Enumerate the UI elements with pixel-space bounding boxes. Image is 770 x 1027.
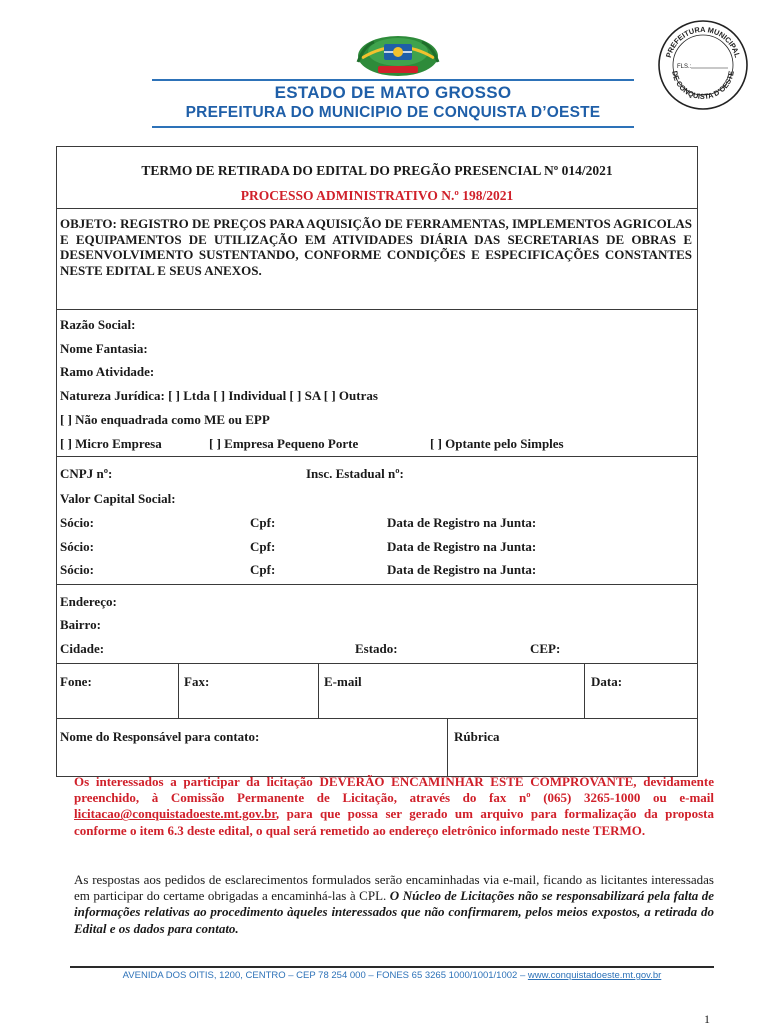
municipal-crest-logo	[352, 26, 444, 82]
rubrica-label[interactable]: Rúbrica	[454, 729, 500, 744]
razao-social-label[interactable]: Razão Social:	[60, 317, 136, 332]
junta-label[interactable]: Data de Registro na Junta:	[387, 539, 537, 554]
row-divider	[56, 584, 698, 585]
capital-social-label[interactable]: Valor Capital Social:	[60, 491, 176, 506]
header-rule-bottom	[152, 126, 634, 128]
footer-address-text: AVENIDA DOS OITIS, 1200, CENTRO – CEP 78 254 000 – FONES 65 3265 1000/1001/1002 –	[122, 970, 528, 981]
fone-label[interactable]: Fone:	[60, 674, 92, 689]
responsavel-label[interactable]: Nome do Responsável para contato:	[60, 729, 260, 744]
email-label[interactable]: E-mail	[324, 674, 362, 689]
cpf-label[interactable]: Cpf:	[250, 562, 276, 577]
cpf-label[interactable]: Cpf:	[250, 515, 276, 530]
fax-label[interactable]: Fax:	[184, 674, 210, 689]
stamp-bottom-text: DE CONQUISTA D’OESTE	[670, 70, 736, 102]
cep-label[interactable]: CEP:	[530, 641, 561, 656]
cnpj-label[interactable]: CNPJ nº:	[60, 466, 113, 481]
optante-simples-option[interactable]: [ ] Optante pelo Simples	[430, 436, 564, 451]
svg-text:DE CONQUISTA D’OESTE	[670, 70, 736, 101]
footer-website-link[interactable]: www.conquistadoeste.mt.gov.br	[527, 970, 662, 981]
col-divider	[178, 663, 179, 719]
stamp-field-label: FLS.:	[677, 64, 692, 70]
estado-label[interactable]: Estado:	[355, 641, 398, 656]
instructions-notice	[74, 774, 714, 839]
cpf-label[interactable]: Cpf:	[250, 539, 276, 554]
junta-label[interactable]: Data de Registro na Junta:	[387, 562, 537, 577]
info-text: As respostas aos pedidos de esclarecimentos formulados serão encaminhadas via e-mail, ficando as licitantes interessadas em participar do certame obrigadas a encaminhá-las à CPL.	[74, 872, 714, 904]
socio-label[interactable]: Sócio:	[60, 562, 94, 577]
page-number: 1	[704, 1012, 710, 1026]
socio-label[interactable]: Sócio:	[60, 539, 94, 554]
email-link[interactable]: licitacao@conquistadoeste.mt.gov.br	[74, 806, 276, 822]
state-title: ESTADO DE MATO GROSSO	[274, 83, 512, 102]
nao-enquadrada-option[interactable]: [ ] Não enquadrada como ME ou EPP	[60, 412, 270, 427]
pequeno-porte-option[interactable]: [ ] Empresa Pequeno Porte	[209, 436, 359, 451]
footer-address	[70, 970, 714, 981]
junta-label[interactable]: Data de Registro na Junta:	[387, 515, 537, 530]
clarification-info	[74, 872, 714, 937]
col-divider	[584, 663, 585, 719]
natureza-juridica-options[interactable]: Natureza Jurídica: [ ] Ltda [ ] Individual [ ] SA [ ] Outras	[60, 388, 378, 403]
notice-text: Os interessados a participar da licitação DEVERÃO ENCAMINHAR ESTE COMPROVANTE, devidamente preenchido, à Comissão Permanente de Licitação, através do fax nº (065) 3265-1000 ou e-mail	[74, 774, 714, 806]
stamp-top-text: PREFEITURA MUNICIPAL	[663, 24, 743, 59]
process-number: PROCESSO ADMINISTRATIVO N.º 198/2021	[240, 188, 514, 203]
socio-label[interactable]: Sócio:	[60, 515, 94, 530]
row-divider	[56, 309, 698, 310]
row-divider	[56, 456, 698, 457]
cidade-label[interactable]: Cidade:	[60, 641, 105, 656]
col-divider	[447, 718, 448, 776]
row-divider	[56, 208, 698, 209]
page-stamp	[656, 18, 750, 112]
micro-empresa-option[interactable]: [ ] Micro Empresa	[60, 436, 162, 451]
document-title: TERMO DE RETIRADA DO EDITAL DO PREGÃO PRESENCIAL Nº 014/2021	[141, 163, 613, 178]
nome-fantasia-label[interactable]: Nome Fantasia:	[60, 341, 148, 356]
notice-text-continued: , para que possa ser gerado um arquivo para formalização da proposta conforme o item 6.3 deste edital, o qual será remetido ao endereço eletrônico informado neste TERMO.	[74, 806, 714, 838]
row-divider	[56, 663, 698, 664]
header-rule-top	[152, 79, 634, 81]
municipality-title: PREFEITURA DO MUNICIPIO DE CONQUISTA D’OESTE	[185, 104, 601, 121]
footer-rule	[70, 966, 714, 968]
data-label[interactable]: Data:	[591, 674, 623, 689]
objeto-text: OBJETO: REGISTRO DE PREÇOS PARA AQUISIÇÃO DE FERRAMENTAS, IMPLEMENTOS AGRICOLAS E EQUIPAMENTOS DE UTILIZAÇÃO EM ATIVIDADES DIÁRIA DAS SECRETARIAS DE OBRAS E DESENVOLVIMENTO SUSTENTANDO, CONFORME CONDIÇÕES E ESPECIFICAÇÕES CONSTANTES NESTE EDITAL E SEUS ANEXOS.	[60, 216, 692, 278]
insc-estadual-label[interactable]: Insc. Estadual nº:	[306, 466, 404, 481]
info-emphasis: O Núcleo de Licitações não se responsabilizará pela falta de informações relativas ao procedimento àqueles interessados que não confirmarem, pelos meios expostos, a retirada do Edital e os dados para contato.	[74, 888, 714, 936]
bairro-label[interactable]: Bairro:	[60, 617, 101, 632]
row-divider	[56, 718, 698, 719]
col-divider	[318, 663, 319, 719]
ramo-atividade-label[interactable]: Ramo Atividade:	[60, 364, 155, 379]
endereco-label[interactable]: Endereço:	[60, 594, 117, 609]
